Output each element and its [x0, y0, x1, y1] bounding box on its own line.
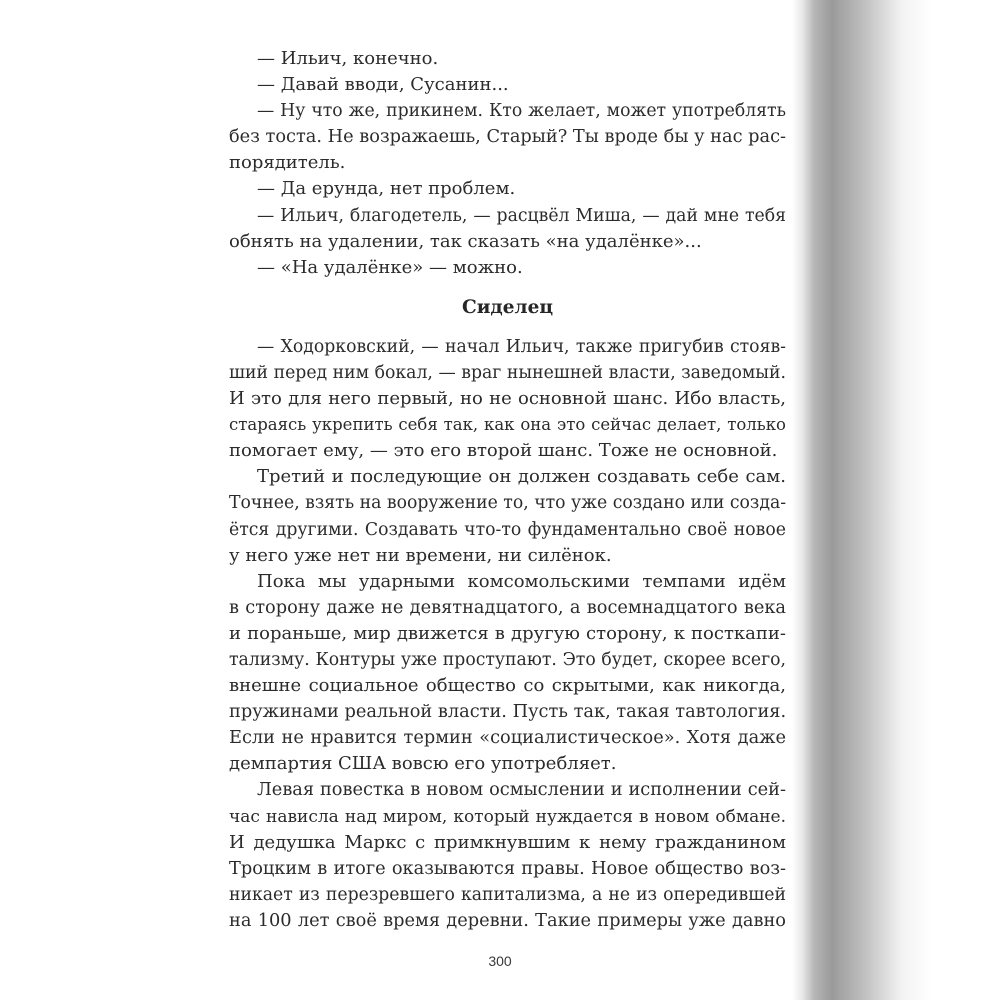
- spine-shadow: [792, 0, 1000, 1000]
- text-line: — Ильич, благодетель, — расцвёл Миша, — дай мне тебя: [257, 205, 786, 226]
- text-line: — Ходорковский, — начал Ильич, также пригубив стояв-: [257, 336, 786, 357]
- text-line: Левая повестка в новом осмыслении и исполнении сей-: [257, 780, 786, 801]
- dialogue-block: [229, 46, 786, 281]
- section-heading: Сиделец: [461, 296, 554, 318]
- text-line: на 100 лет своё время деревни. Такие примеры уже давно: [229, 910, 786, 931]
- text-line: без тоста. Не возражаешь, Старый? Ты вроде бы у нас рас-: [229, 127, 787, 148]
- text-line: Троцким в итоге оказываются правы. Новое общество воз-: [229, 858, 786, 879]
- text-line: — Ну что же, прикинем. Кто желает, может употреблять: [257, 101, 786, 122]
- text-line: обнять на удалении, так сказать «на удалёнке»...: [229, 230, 702, 252]
- text-line: ётся другими. Создавать что-то фундаментально своё новое: [229, 519, 786, 540]
- text-line: час нависла над миром, который нуждается в новом обмане.: [229, 806, 786, 827]
- text-line: ший перед ним бокал, — враг нынешней власти, заведомый.: [229, 362, 786, 383]
- text-line: — Давай вводи, Сусанин...: [257, 74, 509, 96]
- text-line: и пораньше, мир движется в другую сторону, к посткапи-: [229, 622, 786, 644]
- text-line: Пока мы ударными комсомольскими темпами идём: [257, 570, 786, 592]
- text-line: порядитель.: [229, 152, 346, 174]
- page-number: 300: [488, 953, 512, 969]
- body-block: [229, 334, 786, 934]
- text-line: — Ильич, конечно.: [257, 48, 439, 69]
- text-line: демпартия США вовсю его употребляет.: [229, 753, 617, 775]
- text-line: в сторону даже не девятнадцатого, а восемнадцатого века: [229, 597, 786, 618]
- text-line: помогает ему, — это его второй шанс. Тоже не основной.: [229, 440, 778, 462]
- text-line: — «На удалёнке» — можно.: [257, 256, 523, 278]
- text-line: Если не нравится термин «социалистическое». Хотя даже: [229, 728, 786, 749]
- text-line: у него уже нет ни времени, ни силёнок.: [229, 544, 612, 566]
- text-line: — Да ерунда, нет проблем.: [257, 178, 516, 200]
- text-line: внешне социальное общество со скрытыми, как никогда,: [229, 675, 786, 697]
- text-line: Точнее, взять на вооружение то, что уже создано или созда-: [229, 493, 787, 514]
- text-line: никает из перезревшего капитализма, а не из опередившей: [229, 884, 786, 905]
- page-text: [229, 46, 786, 934]
- text-line: тализму. Контуры уже проступают. Это будет, скорее всего,: [229, 649, 786, 670]
- text-line: пружинами реальной власти. Пусть так, такая тавтология.: [229, 702, 787, 723]
- text-line: Третий и последующие он должен создавать себе сам.: [257, 466, 786, 488]
- text-line: И дедушка Маркс с примкнувшим к нему гражданином: [229, 831, 786, 853]
- text-line: стараясь укрепить себя так, как она это сейчас делает, только: [229, 415, 786, 435]
- text-line: И это для него первый, но не основной шанс. Ибо власть,: [229, 388, 786, 410]
